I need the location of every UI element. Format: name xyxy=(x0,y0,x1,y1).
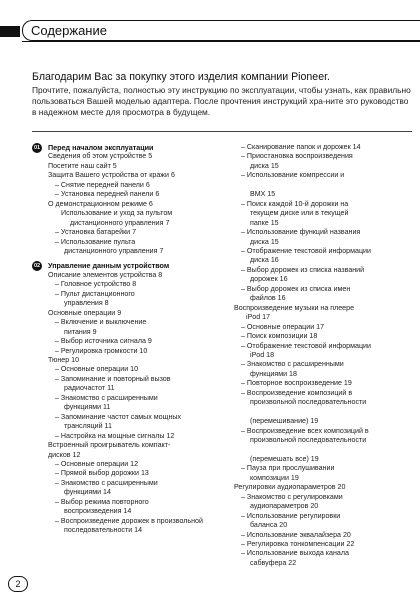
toc-entry: – Использование регулировки баланса 20 xyxy=(241,511,341,530)
toc-entry: – Прямой выбор дорожки 13 xyxy=(55,469,149,478)
intro-body: Прочтите, пожалуйста, полностью эту инструкцию по эксплуатации, чтобы узнать, как правильно пользоваться Вашей моделью адаптера. После прочтения инструкций хра-ните это руководство в надежном месте для просмотра в будущем. xyxy=(32,85,411,118)
toc-entry: – Знакомство с регулировками аудиопараметров 20 xyxy=(241,492,343,511)
toc-entry: – Снятие передней панели 6 xyxy=(55,180,150,189)
toc-entry: – Запоминание и повторный вызов радиочастот 11 xyxy=(55,374,171,393)
toc-entry: – Воспроизведение дорожек в произвольной последовательности 14 xyxy=(55,516,203,535)
section-heading: Перед началом эксплуатации xyxy=(48,143,154,152)
toc-entry: – Регулировка громкости 10 xyxy=(55,346,148,355)
toc-left-column xyxy=(32,143,222,536)
toc-entry: – Отображение текстовой информации диска 16 xyxy=(241,246,371,265)
toc-entry: – Включение и выключение питания 9 xyxy=(55,318,147,336)
intro-divider xyxy=(32,131,412,132)
toc-entry: Воспроизведение музыки на плеере xyxy=(234,303,355,312)
toc-entry: – Использование эквалайзера 20 xyxy=(241,530,351,539)
toc-entry: – Выбор дорожек из списка имен файлов 16 xyxy=(241,284,351,303)
toc-entry: – Пауза при прослушивании композиции 19 xyxy=(241,464,335,482)
toc-entry: – Основные операции 12 xyxy=(55,459,139,468)
intro-title: Благодарим Вас за покупку этого изделия компании Pioneer. xyxy=(32,71,330,83)
toc-entry: Использование и уход за пультом дистанционного управления 7 xyxy=(61,209,173,227)
toc-entry: Описание элементов устройства 8 xyxy=(48,270,163,279)
header-tab-marker xyxy=(0,26,20,37)
toc-entry: Защита Вашего устройства от кражи 6 xyxy=(48,171,175,180)
toc-entry: – Выбор дорожек из списка названий дорожек 16 xyxy=(241,265,365,284)
toc-entry: – Головное устройство 8 xyxy=(55,280,137,289)
toc-entry: Посетите наш сайт 5 xyxy=(48,161,117,170)
toc-entry: – Приостановка воспроизведения диска 15 xyxy=(241,152,353,170)
toc-entry: О демонстрационном режиме 6 xyxy=(48,199,153,208)
toc-entry: – Знакомство с расширенными функциями 11 xyxy=(55,393,158,412)
toc-entry: – Поиск композиции 18 xyxy=(241,332,318,341)
toc-entry: Основные операции 9 xyxy=(48,308,122,317)
toc-entry: – Запоминание частот самых мощных трансляций 11 xyxy=(55,412,182,431)
page-title: Содержание xyxy=(22,20,420,41)
toc-entry: – Выбор режима повторного воспроизведения 14 xyxy=(55,497,149,516)
toc-entry: – Установка батарейки 7 xyxy=(55,228,137,237)
toc-entry: Регулировки аудиопараметров 20 xyxy=(234,483,346,492)
toc-entry: – Настройка на мощные сигналы 12 xyxy=(55,431,175,440)
toc-right-column xyxy=(234,143,410,568)
toc-entry: Встроенный проигрыватель компакт- дисков 12 xyxy=(48,441,171,459)
toc-section xyxy=(32,143,222,152)
toc-entry: – Пульт дистанционного управления 8 xyxy=(55,289,135,308)
toc-entry: – Использование пульта дистанционного управления 7 xyxy=(55,237,164,255)
toc-entry: – Поиск каждой 10-й дорожки на текущем диске или в текущей папке 15 xyxy=(241,199,349,227)
section-heading: Управление данным устройством xyxy=(48,261,170,271)
header-rule xyxy=(22,41,420,42)
toc-section xyxy=(32,261,222,270)
toc-entry: Тюнер 10 xyxy=(48,355,80,364)
toc-entry: – Основные операции 10 xyxy=(55,365,139,374)
toc-entry: – Использование функций названия диска 15 xyxy=(241,228,361,246)
section-number-badge: 02 xyxy=(33,263,41,270)
section-number-badge: 01 xyxy=(33,145,41,151)
toc-entry: – Выбор источника сигнала 9 xyxy=(55,337,152,346)
toc-entry: – Использование выхода канала сабвуфера 22 xyxy=(241,549,349,567)
toc-entry: – Отображение текстовой информации iPod 18 xyxy=(241,341,371,359)
toc-entry: – Установка передней панели 6 xyxy=(55,190,160,199)
toc-entry: – Знакомство с расширенными функциями 14 xyxy=(55,478,158,497)
toc-entry: – Основные операции 17 xyxy=(241,322,325,331)
toc-entry: – Воспроизведение всех композиций в произвольной последовательности (перемешать все) 19 xyxy=(241,426,369,463)
toc-entry: – Использование компрессии и BMX 15 xyxy=(241,171,345,199)
toc-entry: – Сканирование папок и дорожек 14 xyxy=(241,143,361,151)
page-number: 2 xyxy=(8,576,28,592)
toc-entry: iPod 17 xyxy=(246,313,271,322)
toc-entry: – Воспроизведение композиций в произвольной последовательности (перемешивание) 19 xyxy=(241,388,367,426)
toc-entry: – Повторное воспроизведение 19 xyxy=(241,379,352,388)
toc-entry: Сведения об этом устройстве 5 xyxy=(48,152,153,161)
toc-entry: – Регулировка тонкомпенсации 22 xyxy=(241,540,355,549)
toc-entry: – Знакомство с расширенными функциями 18 xyxy=(241,360,344,378)
